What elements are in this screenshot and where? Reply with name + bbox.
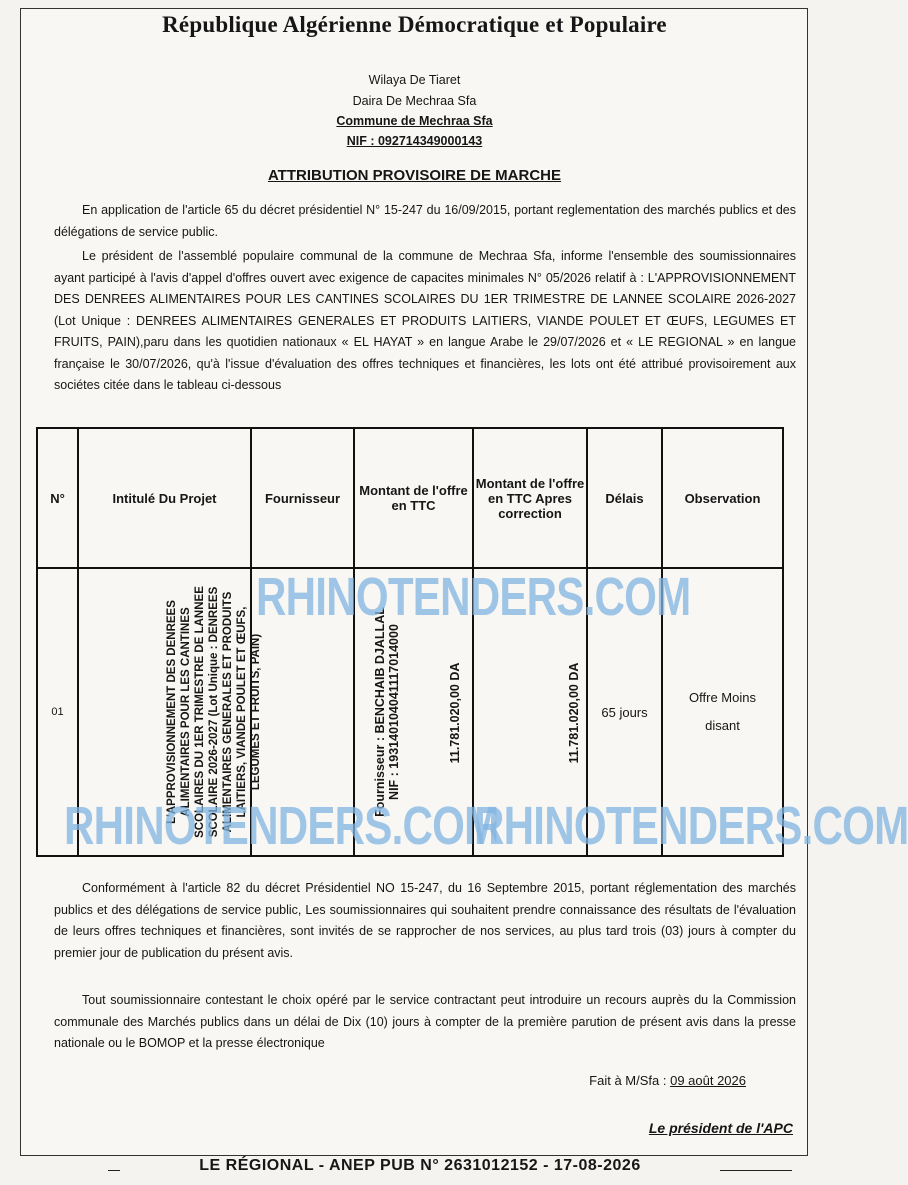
col-header-delay: Délais <box>587 428 662 568</box>
republic-title: République Algérienne Démocratique et Populaire <box>162 12 667 37</box>
signature-place: Fait à M/Sfa : <box>589 1073 667 1088</box>
signer: Le président de l'APC <box>648 1120 793 1136</box>
col-header-observation: Observation <box>662 428 783 568</box>
nif: NIF : 092714349000143 <box>346 134 483 148</box>
results-table <box>36 427 784 857</box>
cell-delay: 65 jours <box>587 568 662 856</box>
wilaya: Wilaya De Tiaret <box>368 73 461 87</box>
amount: 11.781.020,00 DA <box>448 662 462 763</box>
supplier-name: Fournisseur : BENCHAIB DJALLAL <box>373 607 387 817</box>
col-header-num: N° <box>37 428 78 568</box>
commune: Commune de Mechraa Sfa <box>336 114 493 128</box>
cell-num: 01 <box>37 568 78 856</box>
daira: Daira De Mechraa Sfa <box>352 94 477 108</box>
document-title: ATTRIBUTION PROVISOIRE DE MARCHE <box>267 167 562 184</box>
footer-ref: LE RÉGIONAL - ANEP PUB N° 2631012152 - 17-08-2026 <box>120 1157 720 1175</box>
cell-observation: Offre Moins disant <box>662 568 783 856</box>
col-header-amount: Montant de l'offre en TTC <box>354 428 473 568</box>
watermark: RHINOTENDERS.COM <box>64 796 499 856</box>
amount-corrected: 11.781.020,00 DA <box>567 662 581 763</box>
paragraph-2: Le président de l'assemblé populaire communal de la commune de Mechraa Sfa, informe l'ensemble des soumissionnaires ayant participé à l'avis d'appel d'offres ouvert avec exigence de capacites minimales N° 05/2026 relatif à : L'APPROVISIONNEMENT DES DENREES ALIMENTAIRES POUR LES CANTINES SCOLAIRES DU 1ER TRIMESTRE DE LANNEE SCOLAIRE 2026-2027 (Lot Unique : DENREES ALIMENTAIRES GENERALES ET PRODUITS LAITIERS, VIANDE POULET ET ŒUFS, LEGUMES ET FRUITS, PAIN),paru dans les quotidien nationaux « EL HAYAT » en langue Arabe le 29/07/2026 et « LE REGIONAL » en langue française le 30/07/2026, qu'à l'issue d'évaluation des offres techniques et financières, les lots ont été attribué provisoirement aux sociétes citée dans le tableau ci-dessous <box>54 249 796 392</box>
col-header-supplier: Fournisseur <box>251 428 354 568</box>
signature-date: 09 août 2026 <box>670 1073 746 1088</box>
paragraph-3: Conformément à l'article 82 du décret Présidentiel NO 15-247, du 16 Septembre 2015, portant réglementation des marchés publics et des délégations de service public, Les soumissionnaires qui souhaitent prendre connaissance des résultats de l'évaluation de leurs offres techniques et financières, sont invités de se rapprocher de nos services, au plus tard trois (03) jours à compter du premier jour de publication du présent avis. <box>54 881 796 960</box>
supplier-nif: NIF : 193140104041117014000 <box>387 624 401 800</box>
paragraph-4: Tout soumissionnaire contestant le choix opéré par le service contractant peut introduire un recours auprès du la Commission communale des Marchés publics dans un délai de Dix (10) jours à compter de la première parution de présent avis dans la presse nationale ou le BOMOP et la presse électronique <box>54 993 796 1050</box>
watermark: RHINOTENDERS.COM <box>256 567 691 627</box>
signature-place-date <box>589 1073 746 1088</box>
table-header-row <box>37 428 783 568</box>
col-header-project: Intitulé Du Projet <box>78 428 251 568</box>
col-header-amount-corrected: Montant de l'offre en TTC Apres correction <box>473 428 587 568</box>
paragraph-1: En application de l'article 65 du décret présidentiel N° 15-247 du 16/09/2015, portant reglementation des marchés publics et des délégations de service public. <box>54 203 796 239</box>
watermark: RHINOTENDERS.COM <box>474 796 908 856</box>
project-text: L'APPROVISIONNEMENT DES DENREES ALIMENTAIRES POUR LES CANTINES SCOLAIRES DU 1ER TRIMESTRE DE LANNEE SCOLAIRE 2026-2027 (Lot Unique : DENREES ALIMENTAIRES GENERALES ET PRODUITS LAITIERS, VIANDE POULET ET ŒUFS, LEGUMES ET FRUITS, PAIN) <box>166 586 262 838</box>
